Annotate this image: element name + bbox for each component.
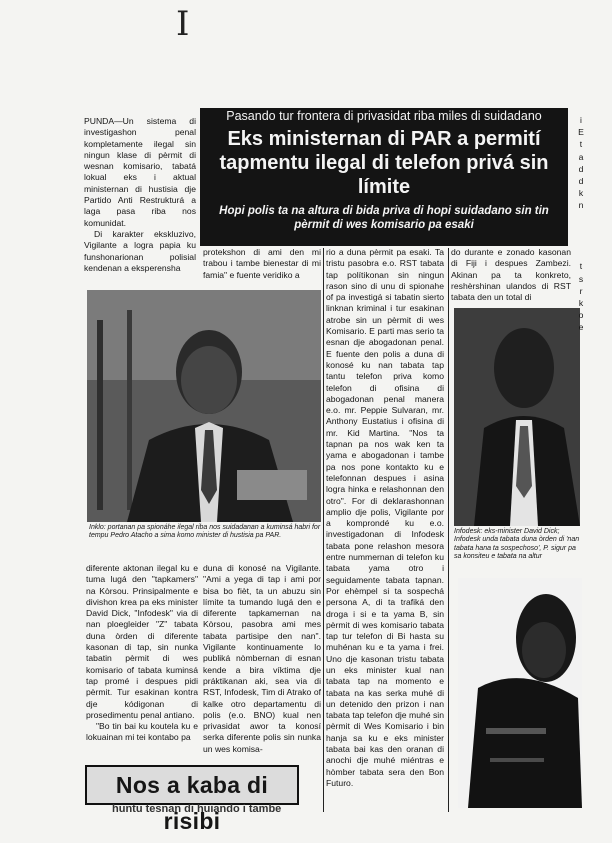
article-col4-top	[451, 247, 571, 303]
edge-letter: o	[578, 310, 584, 321]
article-col1-top	[84, 116, 196, 274]
body-paragraph: do durante e zonado kasonan di Fiji i despues Zambezi. Akinan pa ta konkreto, reshèrshinan ulandos di RST tabata den un total di	[451, 247, 571, 303]
edge-letter: d	[578, 176, 584, 187]
edge-letter: n	[578, 200, 584, 211]
teaser-subline: huntu tesnan di huiando i tambe	[112, 803, 282, 815]
column-rule	[448, 248, 449, 812]
edge-letter: s	[578, 273, 584, 284]
edge-letter	[576, 248, 586, 260]
photo-official	[87, 290, 321, 522]
body-paragraph: Di karakter ekskluzivo, Vigilante a logra papia ku funshonarionan polisial kendenan a eksperensha	[84, 228, 196, 273]
edge-letter	[576, 224, 586, 236]
page-mark: I	[176, 4, 190, 44]
adjacent-column-edge	[576, 114, 586, 334]
edge-letter: i	[580, 115, 582, 125]
body-paragraph: diferente aktonan ilegal ku e tuma lugá den "tapkamers" na Kòrsou. Prinsipalmente e divishon krea pa eks minister David Dick, "Infodesk" via di nan ploegleider "Z" tabata duna òrden di diferente kasonan di tap, sin nunka tabatin pèrmit di wes komisario of tabata kuminsá tap promé i despues pidi pèrmit. Tur esakinan kontra dje kódigonan di prosedimentu penal antiano.	[86, 563, 198, 720]
edge-letter: r	[579, 285, 583, 296]
edge-letter: a	[578, 151, 584, 162]
photo-minister	[454, 308, 580, 526]
column-rule	[323, 248, 324, 812]
edge-letter: k	[578, 188, 584, 199]
body-paragraph: "Bo tin bai ku koutela ku e lokuainan mi tei kontabo pa	[86, 721, 198, 743]
article-col2-top	[203, 247, 321, 281]
body-paragraph: rio a duna pèrmit pa esaki. Ta tristu pasobra e.o. RST tabata tap polítikonan sin ningun rason sino di unu di spionahe of pa investigá si tabatin sierto linknan kriminal i tur esakinan atrobe sin un pèrmit di wes Komisario. E parti mas serio ta esnan dje abogadonan penal. E fuente den polis a duna di konosé ku nan tabata tap tantu telefon priva komo telefon di ofisina di abogadonan penal manera e.o. mr. Peppie Sulvaran, mr. Anthony Eustatius i ofisina di mr. Kid Martina. "Nos ta tapnan pa nos wak ken ta yama e abogadonan i tambe pa nos pone kontakto ku e telefonnan despues i asina logra hinka e relashonnan den otro". For di deklarashonnan amplio dje polis, Vigilante por a komprondé ku e.o. investigadonan di Infodesk tabata pone relashon mesora entre nummernan di telefon ku tabata yama otro i seguidamente tabata tapnan. Por ehèmpel si ta sospechá persona A, di ta trafiká den droga i si e ta yama B, sin pèrmit di wes komisario tabata tap tur telefon di Bi hasta su muhénan ku e ta yama i frei. Uno dje kasonan tristu tabata un eks minister kual nan tabata tap na momento e tabata na kas serka muhé di un detenido den prizon i nan tabata tap telefon dje muhé sin pèrmit di Wes Komisario i bin hanja sa ku e eks minister tabata bai kas den oranan di anochi dje muhé miéntras e hòmber tabata sera den Bon Futuro.	[326, 247, 444, 788]
body-paragraph: duna di konosé na Vigilante. "Ami a yega di tap i ami por bisa bo fièt, ta un abuzu sin límite ta tumando lugá den e diferente tapkamernan na Kòrsou, pasobra ami mes tabata partisipe den nan". Vigilante kontinuamente lo publiká nòmbernan di esnan kende a bira víktima dje práktikanan aki, sea via di RST, Infodesk, Tim di Atrako of kalke otro departamentu di polis (e.o. BNO) kual nen privasidat awor ta konosí serka diferente polis sin nunka un wes komisa-	[203, 563, 321, 754]
portrait-image	[87, 290, 321, 522]
article-col1-bottom	[86, 563, 198, 744]
deck: Hopi polis ta na altura di bida priva di hopi suidadano sin tin pèrmit di wes komisario pa esaki	[219, 205, 549, 231]
article-col2-bottom	[203, 563, 321, 755]
edge-letter	[576, 212, 586, 224]
edge-letter	[576, 236, 586, 248]
headline-banner	[200, 108, 568, 246]
edge-letter: d	[578, 163, 584, 174]
edge-letter: e	[578, 322, 584, 333]
edge-letter: E	[578, 127, 584, 138]
photo-woman	[458, 578, 582, 808]
article-col3	[326, 247, 444, 789]
portrait-image	[454, 308, 580, 526]
edge-letter: t	[579, 261, 583, 272]
edge-letter: k	[578, 298, 584, 309]
edge-letter: t	[579, 139, 583, 150]
kicker: Pasando tur frontera di privasidat riba miles di suidadano	[226, 109, 542, 123]
headline: Eks ministernan di PAR a permití tapmentu ilegal di telefon privá sin límite	[219, 128, 549, 198]
photo-official-caption: Inklo: portanan pa spionáhe ilegal riba nos suidadanan a kuminsá habri for tempu Pedro Atacho a sima komo minister di hustisia pa PAR.	[89, 524, 321, 540]
lead-paragraph: PUNDA—Un sistema di investigashon penal kompletamente ilegal sin ningun klase di pèrmit di wesnan komisario, tabatá lokual eks i aktual ministernan di hustisia dje Partido Anti Restrukturá a laga pasa riba nos komunidat.	[84, 116, 196, 228]
body-paragraph: protekshon di ami den mi trabou i tambe bienestar di mi famia" e fuente veridiko a	[203, 247, 321, 280]
photo-minister-caption: Infodesk: eks-minister David Dick; Infodesk unda tabata duna òrden di 'nan tabata hana ta sospechoso', P. sigur pa sa konsiteu e tabata na altur	[454, 528, 580, 561]
portrait-image	[458, 578, 582, 808]
teaser-box-title: Nos a kaba di risibi	[85, 765, 299, 805]
